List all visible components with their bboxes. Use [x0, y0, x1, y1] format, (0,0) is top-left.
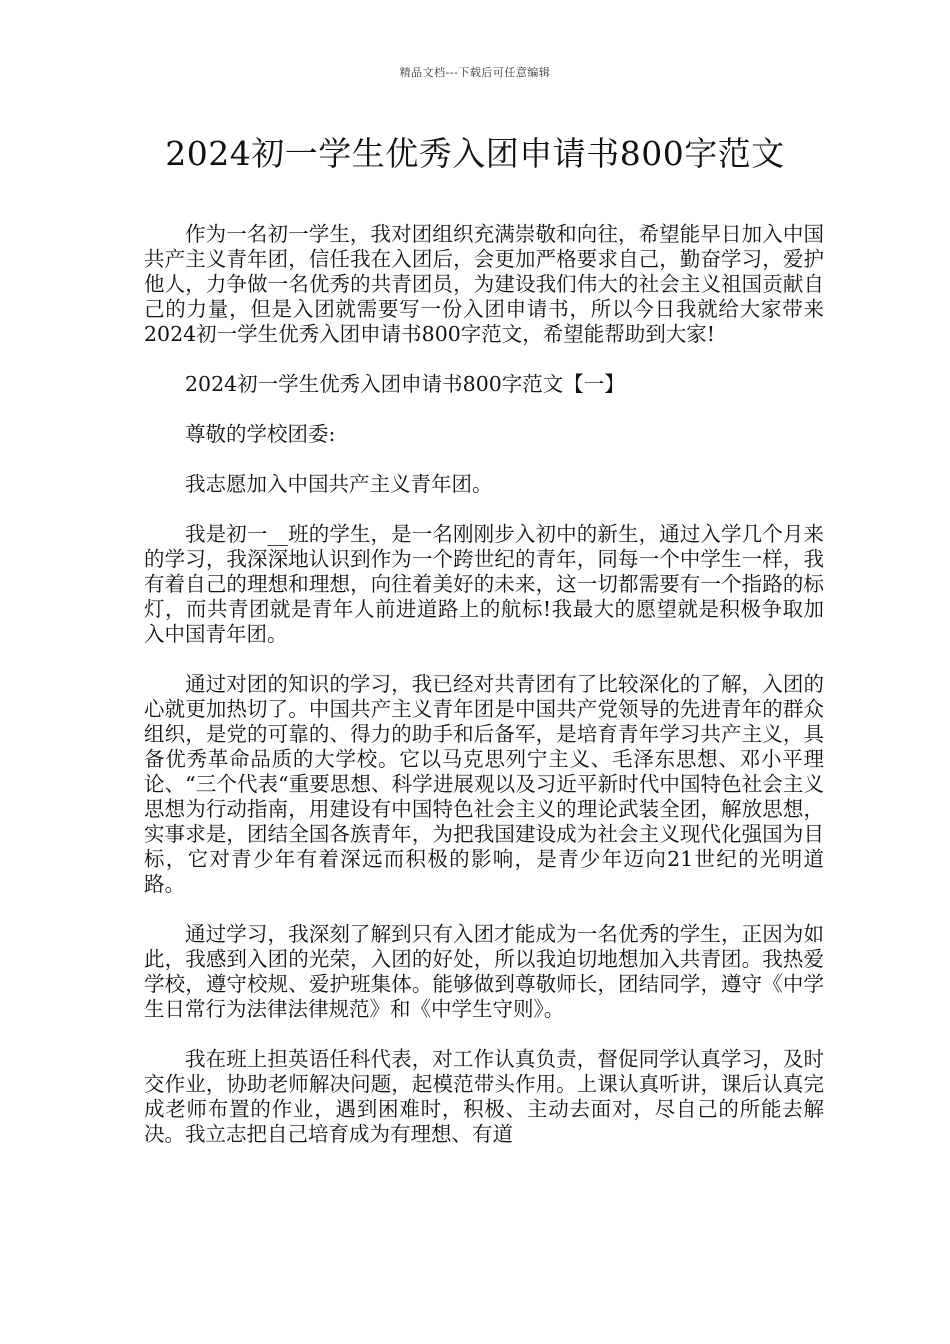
paragraph: 我是初一__班的学生，是一名刚刚步入初中的新生，通过入学几个月来的学习，我深深地认识到作为一个跨世纪的青年，同每一个中学生一样，我有着自己的理想和理想，向往着美好的未来，这一切都需要有一个指路的标灯，而共青团就是青年人前进道路上的航标!我最大的愿望就是积极争取加入中国青年团。	[144, 522, 824, 646]
document-body	[144, 222, 824, 1172]
paragraph: 我志愿加入中国共产主义青年团。	[185, 472, 493, 496]
paragraph: 通过对团的知识的学习，我已经对共青团有了比较深化的了解，入团的心就更加热切了。中国共产主义青年团是中国共产党领导的先进青年的群众组织，是党的可靠的、得力的助手和后备军，是培育青年学习共产主义，具备优秀革命品质的大学校。它以马克思列宁主义、毛泽东思想、邓小平理论、“三个代表“重要思想、科学进展观以及习近平新时代中国特色社会主义思想为行动指南，用建设有中国特色社会主义的理论武装全团，解放思想，实事求是，团结全国各族青年，为把我国建设成为社会主义现代化强国为目标，它对青少年有着深远而积极的影响，是青少年迈向21世纪的光明道路。	[144, 672, 824, 896]
salutation: 尊敬的学校团委:	[185, 422, 336, 446]
paragraph: 我在班上担英语任科代表，对工作认真负责，督促同学认真学习，及时交作业，协助老师解决问题，起模范带头作用。上课认真听讲，课后认真完成老师布置的作业，遇到困难时，积极、主动去面对，尽自己的所能去解决。我立志把自己培育成为有理想、有道	[144, 1047, 824, 1146]
document-title: 2024初一学生优秀入团申请书800字范文	[165, 134, 785, 173]
paragraph-intro: 作为一名初一学生，我对团组织充满崇敬和向往，希望能早日加入中国共产主义青年团，信任我在入团后，会更加严格要求自己，勤奋学习，爱护他人，力争做一名优秀的共青团员，为建设我们伟大的社会主义祖国贡献自己的力量，但是入团就需要写一份入团申请书，所以今日我就给大家带来2024初一学生优秀入团申请书800字范文，希望能帮助到大家!	[144, 222, 824, 346]
header-note: 精品文档---下载后可任意编辑	[399, 66, 551, 79]
paragraph: 通过学习，我深刻了解到只有入团才能成为一名优秀的学生，正因为如此，我感到入团的光荣，入团的好处，所以我迫切地想加入共青团。我热爱学校，遵守校规、爱护班集体。能够做到尊敬师长，团结同学，遵守《中学生日常行为法律法律规范》和《中学生守则》。	[144, 922, 824, 1021]
section-heading: 2024初一学生优秀入团申请书800字范文【一】	[185, 372, 625, 396]
